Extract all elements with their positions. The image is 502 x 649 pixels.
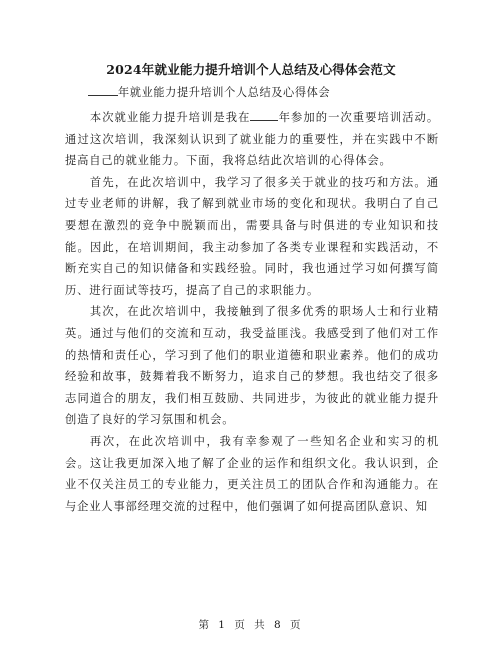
document-subtitle [88, 84, 330, 100]
paragraph-1-rest: 年参加的一次重要培训活动。通过这次培训，我深刻认识到了就业能力的重要性，并在实践中不断提高自己的就业能力。下面，我将总结此次培训的心得体会。 [65, 111, 440, 168]
blank-underline [250, 110, 278, 121]
paragraph-2: 首先，在此次培训中，我学习了很多关于就业的技巧和方法。通过专业老师的讲解，我了解到就业市场的变化和现状。我明白了自己要想在激烈的竞争中脱颖而出，需要具备与时俱进的专业知识和技能。因此，在培训期间，我主动参加了各类专业课程和实践活动，不断充实自己的知识储备和实践经验。同时，我也通过学习如何撰写简历、进行面试等技巧，提高了自己的求职能力。 [65, 175, 439, 297]
document-title: 2024年就业能力提升培训个人总结及心得体会范文 [106, 62, 396, 77]
page-footer: 第 1 页 共 8 页 [198, 619, 304, 631]
paragraph-1 [65, 107, 439, 172]
paragraph-3: 其次，在此次培训中，我接触到了很多优秀的职场人士和行业精英。通过与他们的交流和互动，我受益匪浅。我感受到了他们对工作的热情和责任心，学习到了他们的职业道德和职业素养。他们的成功经验和故事，鼓舞着我不断努力，追求自己的梦想。我也结交了很多志同道合的朋友，我们相互鼓励、共同进步，为彼此的就业能力提升创造了良好的学习氛围和机会。 [65, 305, 439, 427]
document-body [65, 107, 439, 517]
paragraph-1-lead: 本次就业能力提升培训是我在 [89, 111, 251, 124]
subtitle-text: 年就业能力提升培训个人总结及心得体会 [118, 86, 331, 99]
paragraph-4: 再次，在此次培训中，我有幸参观了一些知名企业和实习的机会。这让我更加深入地了解了企业的运作和组织文化。我认识到，企业不仅关注员工的专业能力，更关注员工的团队合作和沟通能力。在与企业人事部经理交流的过程中，他们强调了如何提高团队意识、知 [65, 434, 439, 513]
blank-underline [88, 85, 118, 96]
